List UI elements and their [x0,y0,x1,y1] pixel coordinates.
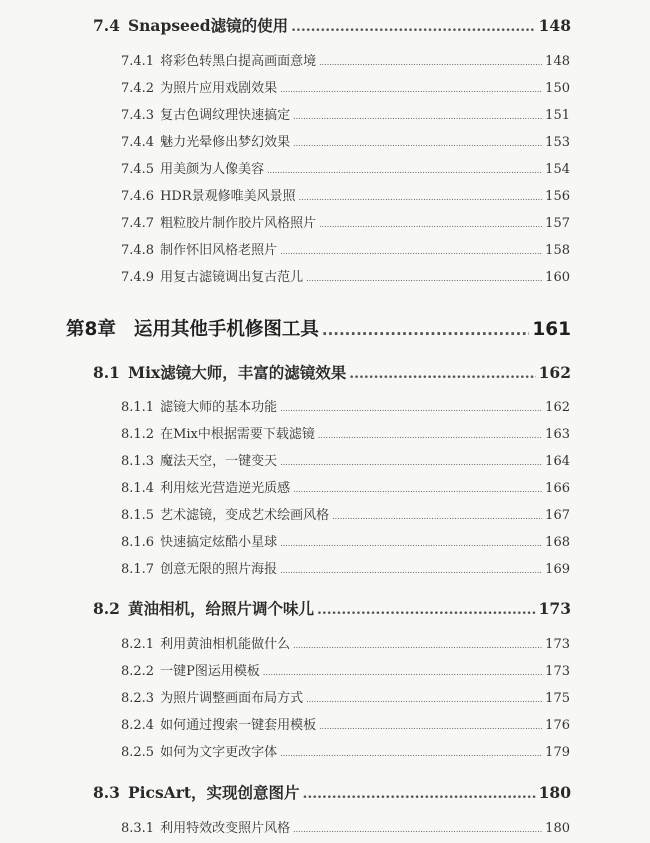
entry-title: 创意无限的照片海报 [160,562,278,577]
toc-subsection-8-1-3[interactable] [121,450,570,469]
dot-leader [306,274,542,283]
entry-number: 8.2 [93,599,120,618]
dot-leader [263,668,542,677]
toc-subsection-8-2-2[interactable] [121,660,570,679]
entry-title: 艺术滤镜，变成艺术绘画风格 [160,508,330,523]
entry-page: 151 [545,108,570,123]
toc-section-8-1[interactable] [93,361,571,383]
toc-subsection-8-1-5[interactable] [121,504,570,523]
toc-section-8-2[interactable] [93,597,571,619]
entry-number: 8.1.6 [121,535,155,550]
entry-title: 如何为文字更改字体 [160,745,278,760]
entry-number: 8.1.3 [121,454,155,469]
entry-page: 179 [545,745,570,760]
entry-title: 粗粒胶片制作胶片风格照片 [160,216,317,231]
entry-page: 160 [545,270,570,285]
entry-number: 8.2.3 [121,691,155,706]
dot-leader [280,566,542,575]
entry-title: HDR景观修唯美风景照 [160,189,296,204]
entry-page: 154 [545,162,570,177]
entry-title: PicsArt，实现创意图片 [127,783,300,802]
entry-number: 7.4 [93,16,120,35]
dot-leader [291,19,536,35]
entry-number: 8.2.5 [121,745,155,760]
entry-page: 158 [545,243,570,258]
entry-title: 如何通过搜索一键套用模板 [160,718,317,733]
entry-title: 为照片应用戏剧效果 [160,81,278,96]
entry-page: 180 [545,821,570,836]
entry-title: 为照片调整画面布局方式 [160,691,304,706]
dot-leader [317,602,536,618]
entry-title: 在Mix中根据需要下载滤镜 [160,427,315,442]
dot-leader [280,458,542,467]
toc-subsection-7-4-3[interactable] [121,104,570,123]
entry-page: 148 [538,16,571,35]
entry-title: 用美颜为人像美容 [160,162,265,177]
entry-number: 第8章 [66,319,116,340]
entry-number: 8.2.4 [121,718,155,733]
entry-page: 150 [545,81,570,96]
entry-number: 8.2.2 [121,664,155,679]
entry-page: 167 [545,508,570,523]
toc-subsection-8-1-6[interactable] [121,531,570,550]
entry-number: 8.1.4 [121,481,155,496]
entry-number: 7.4.9 [121,270,155,285]
entry-number: 8.1.7 [121,562,155,577]
toc-subsection-7-4-1[interactable] [121,50,570,69]
entry-title: 利用黄油相机能做什么 [160,637,291,652]
entry-title: 快速搞定炫酷小星球 [160,535,278,550]
entry-number: 7.4.6 [121,189,155,204]
entry-title: Mix滤镜大师，丰富的滤镜效果 [127,363,347,382]
dot-leader [293,825,542,834]
entry-page: 176 [545,718,570,733]
dot-leader [319,722,542,731]
entry-title: 运用其他手机修图工具 [133,319,319,340]
toc-subsection-7-4-7[interactable] [121,212,570,231]
entry-number: 8.3 [93,783,120,802]
entry-title: 黄油相机，给照片调个味儿 [127,599,314,618]
entry-title: 滤镜大师的基本功能 [160,400,278,415]
entry-page: 173 [545,637,570,652]
toc-subsection-7-4-9[interactable] [121,266,570,285]
dot-leader [293,641,542,650]
entry-number: 8.1 [93,363,120,382]
toc-section-8-3[interactable] [93,781,571,803]
entry-title: 用复古滤镜调出复古范儿 [160,270,304,285]
toc-subsection-7-4-2[interactable] [121,77,570,96]
entry-page: 166 [545,481,570,496]
entry-page: 162 [545,400,570,415]
dot-leader [318,431,542,440]
entry-number: 8.3.1 [121,821,155,836]
entry-title: Snapseed滤镜的使用 [127,16,289,35]
entry-title: 一键P图运用模板 [160,664,260,679]
entry-number: 7.4.5 [121,162,155,177]
dot-leader [303,786,536,802]
entry-page: 173 [538,599,571,618]
entry-page: 148 [545,54,570,69]
toc-subsection-7-4-8[interactable] [121,239,570,258]
toc-subsection-8-2-5[interactable] [121,741,570,760]
entry-title: 复古色调纹理快速搞定 [160,108,291,123]
entry-title: 将彩色转黑白提高画面意境 [160,54,317,69]
entry-page: 164 [545,454,570,469]
toc-subsection-8-1-7[interactable] [121,558,570,577]
entry-page: 175 [545,691,570,706]
entry-title: 利用特效改变照片风格 [160,821,291,836]
entry-page: 153 [545,135,570,150]
entry-title: 制作怀旧风格老照片 [160,243,278,258]
dot-leader [280,539,542,548]
toc-subsection-8-1-2[interactable] [121,423,570,442]
entry-title: 利用炫光营造逆光质感 [160,481,291,496]
entry-title: 魔法天空，一键变天 [160,454,278,469]
toc-subsection-7-4-6[interactable] [121,185,570,204]
entry-number: 7.4.1 [121,54,155,69]
dot-leader [332,512,542,521]
dot-leader [322,321,529,339]
entry-number: 8.1.1 [121,400,155,415]
entry-page: 161 [532,319,571,340]
dot-leader [293,485,542,494]
entry-number: 7.4.8 [121,243,155,258]
dot-leader [319,58,542,67]
dot-leader [280,404,542,413]
entry-number: 8.1.2 [121,427,155,442]
dot-leader [280,247,542,256]
dot-leader [280,85,542,94]
entry-page: 169 [545,562,570,577]
entry-number: 8.1.5 [121,508,155,523]
entry-page: 163 [545,427,570,442]
dot-leader [267,166,542,175]
entry-number: 7.4.2 [121,81,155,96]
toc-subsection-8-2-3[interactable] [121,687,570,706]
entry-number: 7.4.7 [121,216,155,231]
toc-section-7-4[interactable] [93,14,571,36]
entry-number: 8.2.1 [121,637,155,652]
toc-subsection-7-4-5[interactable] [121,158,570,177]
entry-page: 168 [545,535,570,550]
entry-page: 156 [545,189,570,204]
toc-subsection-8-3-1[interactable] [121,817,570,836]
toc-subsection-8-1-4[interactable] [121,477,570,496]
entry-page: 162 [538,363,571,382]
toc-subsection-7-4-4[interactable] [121,131,570,150]
toc-subsection-8-2-4[interactable] [121,714,570,733]
dot-leader [319,220,542,229]
dot-leader [349,366,535,382]
toc-subsection-8-2-1[interactable] [121,633,570,652]
dot-leader [280,749,542,758]
toc-subsection-8-1-1[interactable] [121,396,570,415]
dot-leader [299,193,543,202]
entry-page: 157 [545,216,570,231]
entry-number: 7.4.3 [121,108,155,123]
entry-number: 7.4.4 [121,135,155,150]
dot-leader [293,139,542,148]
dot-leader [306,695,542,704]
entry-page: 180 [538,783,571,802]
toc-chapter-8[interactable] [66,315,571,341]
entry-title: 魅力光晕修出梦幻效果 [160,135,291,150]
entry-page: 173 [545,664,570,679]
dot-leader [293,112,542,121]
